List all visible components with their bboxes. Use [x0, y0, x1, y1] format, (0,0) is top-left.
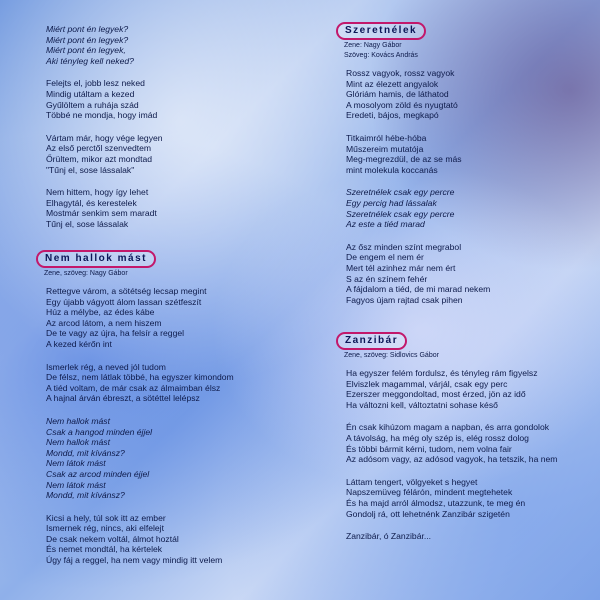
lyric-line: A kezed kérőn int: [46, 338, 112, 349]
lyric-line: Rossz vagyok, rossz vagyok: [346, 68, 455, 78]
lyric-line: Csak a hangod minden éjjel: [46, 426, 153, 437]
lyric-line: És ha majd arról álmodsz, utazzunk, te meg én: [346, 497, 526, 508]
lyric-line: És többi bármit kérni, tudom, nem volna fair: [346, 443, 512, 454]
lyric-line: Mondd, mit kívánsz?: [46, 447, 125, 458]
left-column: [46, 24, 316, 242]
lyric-line: Tűnj el, sose lássalak: [46, 218, 129, 229]
song-title-szeretnelek: Szeretnélek: [336, 22, 426, 40]
lyric-line: Én csak kihúzom magam a napban, és arra gondolok: [346, 422, 550, 433]
song-lyrics: [346, 368, 591, 542]
lyric-line: És nemet mondtál, ha kértelek: [46, 544, 163, 555]
lyric-line: Szeretnélek csak egy percre: [346, 208, 455, 219]
lyrics-stanza: [46, 362, 306, 404]
lyric-line: Ha változni kell, változtatni sohase késő: [346, 399, 498, 410]
song-credit: Zene, szöveg: Sidlovics Gábor: [344, 352, 439, 359]
lyrics-stanza: [346, 422, 591, 464]
lyric-line: Nem látok mást: [46, 479, 106, 490]
song-szeretnelek: [336, 22, 591, 317]
lyric-line: Mondd, mit kívánsz?: [46, 490, 125, 501]
lyric-line: Napszemüveg félárón, mindent megtehetek: [346, 487, 513, 498]
lyrics-stanza: [346, 242, 591, 306]
song-zanzibar: [336, 332, 591, 554]
lyric-line: Húz a mélybe, az édes kábe: [46, 307, 155, 318]
lyric-line: Mert tél azinhez már nem ért: [346, 262, 456, 273]
song-lyrics: [46, 286, 306, 566]
lyric-line: Műszereim mutatója: [346, 143, 424, 154]
lyric-line: Az arcod látom, a nem hiszem: [46, 317, 162, 328]
lyrics-stanza: [46, 78, 316, 120]
lyric-line: Úgy fáj a reggel, ha nem vagy mindig itt velem: [46, 555, 223, 566]
lyric-line: S az én színem fehér: [346, 273, 428, 284]
song-nem-hallok-intro-lyrics: [46, 24, 316, 230]
song-title-nem-hallok-mast: Nem hallok mást: [36, 250, 156, 268]
lyric-line: Nem hittem, hogy így lehet: [46, 187, 149, 198]
lyric-line: De csak nekem voltál, álmot hoztál: [46, 533, 179, 544]
lyrics-stanza: [346, 68, 591, 121]
lyric-line: Ismernek rég, nincs, aki elfelejt: [46, 523, 164, 534]
lyrics-stanza: [46, 416, 306, 501]
lyric-line: Mindig utáltam a kezed: [46, 88, 135, 99]
lyric-line: Rettegve várom, a sötétség lecsap megint: [46, 286, 207, 296]
lyric-line: Láttam tengert, völgyeket s hegyet: [346, 476, 478, 487]
lyric-line: Ezerszer meggondoltad, most érzed, jön az idő: [346, 389, 526, 400]
lyric-line: Nem hallok mást: [46, 437, 110, 448]
lyric-line: Nem látok mást: [46, 458, 106, 469]
lyric-line: Fagyos újam rajtad csak pihen: [346, 294, 463, 305]
song-credit-music: Zene: Nagy Gábor: [344, 42, 402, 49]
lyric-line: Eredeti, bájos, megkapó: [346, 110, 439, 121]
song-lyrics: [346, 68, 591, 305]
lyric-line: Egy percig had lássalak: [346, 197, 437, 208]
lyric-line: Miért pont én legyek?: [46, 34, 129, 45]
lyric-line: Mostmár senkim sem maradt: [46, 208, 157, 219]
lyric-line: Meg-megrezdül, de az se más: [346, 154, 462, 165]
lyric-line: Őrültem, mikor azt mondtad: [46, 153, 153, 164]
lyric-line: Nem hallok mást: [46, 415, 110, 426]
lyric-line: Gyűlöltem a ruhája szád: [46, 99, 139, 110]
lyrics-stanza: [46, 24, 316, 66]
lyric-line: Egy újabb vágyott álom lassan szétfeszít: [46, 296, 202, 307]
lyric-line: A mosolyom zöld és nyugtató: [346, 99, 458, 110]
lyric-line: Elviszlek magammal, várjál, csak egy perc: [346, 378, 508, 389]
song-credit: Zene, szöveg: Nagy Gábor: [44, 270, 128, 277]
lyric-line: De félsz, nem látlak többé, ha egyszer kimondom: [46, 372, 234, 383]
lyric-line: Az adósom vagy, az adósod vagyok, ha tetszik, ha nem: [346, 454, 558, 465]
lyric-line: A távolság, ha még oly szép is, elég rossz dolog: [346, 432, 529, 443]
lyric-line: Miért pont én legyek?: [46, 24, 129, 34]
lyrics-stanza: [346, 133, 591, 175]
lyric-line: Glóriám hamis, de láthatod: [346, 89, 449, 100]
lyric-line: Többé ne mondja, hogy imád: [46, 110, 158, 121]
song-title-zanzibar: Zanzibár: [336, 332, 407, 350]
lyric-line: Szeretnélek csak egy percre: [346, 187, 455, 198]
lyric-line: Ha egyszer felém fordulsz, és tényleg rám figyelsz: [346, 368, 538, 378]
lyric-line: Titkaimról hébe-hóba: [346, 132, 427, 143]
lyric-line: Vártam már, hogy vége legyen: [46, 132, 163, 143]
lyrics-stanza: [346, 368, 591, 410]
lyric-line: Az ősz minden színt megrabol: [346, 241, 462, 252]
lyric-line: mint molekula koccanás: [346, 164, 438, 175]
lyric-line: Miért pont én legyek,: [46, 45, 126, 56]
lyrics-stanza: [346, 477, 591, 519]
song-nem-hallok-mast: [36, 250, 306, 578]
lyric-line: A hajnal árván ébreszt, a sötéttel lelépsz: [46, 393, 200, 404]
lyric-line: Kicsi a hely, túl sok itt az ember: [46, 512, 166, 523]
lyric-line: Gondolj rá, ott lehetnénk Zanzibár szigetén: [346, 508, 510, 519]
lyric-line: Zanzibár, ó Zanzibár...: [346, 531, 432, 542]
lyrics-stanza: [46, 187, 316, 229]
lyric-line: Az első perctől szenvedtem: [46, 143, 152, 154]
lyric-line: Elhagytál, és kerestelek: [46, 197, 137, 208]
lyrics-stanza: [346, 187, 591, 229]
lyric-line: Felejts el, jobb lesz neked: [46, 78, 145, 89]
lyrics-stanza: [46, 513, 306, 566]
lyrics-stanza: [46, 286, 306, 350]
song-credit-lyrics: Szöveg: Kovács András: [344, 52, 418, 59]
lyric-line: A tiéd voltam, de már csak az álmaimban élsz: [46, 382, 221, 393]
lyric-line: Mint az élezett angyalok: [346, 78, 439, 89]
lyric-line: De engem el nem ér: [346, 252, 424, 263]
lyric-line: Az este a tiéd marad: [346, 219, 425, 230]
lyric-line: "Tűnj el, sose lássalak": [46, 164, 135, 175]
lyric-line: A fájdalom a tiéd, de mi marad nekem: [346, 284, 491, 295]
lyric-line: Aki tényleg kell neked?: [46, 55, 134, 66]
lyrics-stanza: [346, 531, 591, 542]
lyric-line: Ismerlek rég, a neved jól tudom: [46, 361, 166, 372]
lyric-line: Csak az arcod minden éjjel: [46, 468, 150, 479]
lyric-line: De te vagy az újra, ha felsír a reggel: [46, 328, 185, 339]
lyrics-stanza: [46, 133, 316, 175]
